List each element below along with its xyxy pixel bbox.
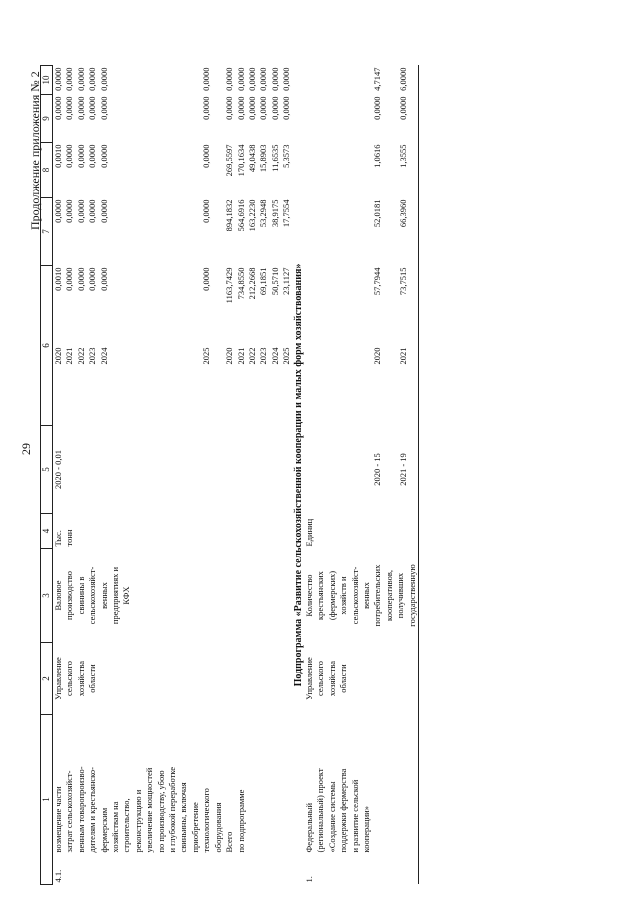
year: 2022 — [246, 347, 257, 365]
value: 38,9175 — [269, 199, 280, 228]
value: 0,0000 — [235, 96, 246, 120]
value: 73,7515 — [398, 267, 409, 296]
value: 0,0000 — [235, 67, 246, 91]
value: 0,0000 — [281, 67, 292, 91]
value: 0,0000 — [281, 96, 292, 120]
year: 2021 — [64, 347, 75, 365]
value: 1,0616 — [371, 144, 382, 168]
program-table — [40, 65, 419, 885]
year: 2020 — [224, 347, 235, 365]
year: 2024 — [269, 347, 280, 365]
executor: Управление сельского хозяйства области — [304, 643, 419, 715]
header-col-6: 6 — [41, 266, 53, 426]
value: 17,7554 — [281, 199, 292, 228]
total-label: Всего по подпрограмме — [224, 789, 246, 853]
value: 212,2668 — [246, 267, 257, 300]
col8-values — [53, 143, 225, 198]
years-list — [53, 346, 225, 426]
value: 0,0000 — [87, 96, 98, 120]
col6-values — [53, 266, 225, 346]
page-number: 29 — [19, 443, 33, 455]
value: 57,7944 — [371, 267, 382, 296]
value: 0,0000 — [246, 96, 257, 120]
value: 23,1127 — [281, 267, 292, 295]
value: 0,0000 — [64, 199, 75, 223]
col6-values — [304, 266, 419, 346]
value: 0,0000 — [64, 267, 75, 291]
year: 2021 — [235, 347, 246, 365]
total-col6 — [224, 266, 292, 346]
base-value: 2021 - 19 — [398, 453, 409, 486]
table-row — [53, 66, 225, 885]
header-col-3: 3 — [41, 549, 53, 643]
measure-name: возмещение части затрат сельскохозяйст- венным товаропроизво- дителям и крестьянско- фермерским хозяйствам на строительство, реконструкцию и увеличение мощностей по производству, убою и глубокой переработке свиньины, включая приобретение технологического оборудования — [53, 766, 223, 853]
value: 0,0000 — [269, 67, 280, 91]
year: 2025 — [201, 347, 212, 365]
value: 50,5710 — [269, 267, 280, 296]
year: 2020 — [53, 347, 63, 365]
total-col8 — [224, 143, 292, 198]
value: 0,0000 — [201, 67, 212, 91]
value: 1163,7429 — [224, 267, 235, 304]
base-value: 2020 - 0,01 — [53, 450, 63, 489]
header-col-1: 1 — [41, 715, 53, 885]
base-value: 2020 - 15 — [371, 453, 382, 486]
value: 0,0000 — [98, 267, 109, 291]
row-number: 4.1. — [53, 869, 63, 883]
value: 0,0000 — [75, 267, 86, 291]
unit: Единиц — [304, 514, 419, 549]
table-row — [304, 66, 419, 885]
year: 2024 — [98, 347, 109, 365]
value: 0,0000 — [75, 199, 86, 223]
total-row — [224, 66, 292, 885]
value: 49,0438 — [246, 144, 257, 173]
col8-values — [304, 143, 419, 198]
value: 0,0000 — [246, 67, 257, 91]
header-col-5: 5 — [41, 426, 53, 514]
value: 0,0000 — [201, 144, 212, 168]
value: 734,8550 — [235, 267, 246, 300]
value: 0,0000 — [98, 67, 109, 91]
subprogram-row — [293, 66, 304, 885]
rotated-landscape-page — [19, 65, 600, 885]
header-col-4: 4 — [41, 514, 53, 549]
year: 2023 — [258, 347, 269, 365]
base-values — [304, 426, 419, 514]
header-col-9: 9 — [41, 95, 53, 143]
year: 2023 — [87, 347, 98, 365]
value: 52,0181 — [371, 199, 382, 228]
year: 2025 — [281, 347, 292, 365]
value: 0,0000 — [258, 67, 269, 91]
value: 0,0000 — [64, 67, 75, 91]
executor: Управление сельского хозяйства области — [53, 657, 98, 700]
value: 0,0000 — [398, 96, 409, 120]
total-col7 — [224, 198, 292, 266]
value: 269,5597 — [224, 144, 235, 177]
year: 2020 — [371, 347, 382, 365]
value: 15,8903 — [258, 144, 269, 173]
value: 0,0000 — [201, 96, 212, 120]
value: 0,0000 — [53, 199, 63, 223]
value: 0,0010 — [53, 144, 63, 168]
value: 0,0000 — [224, 96, 235, 120]
header-row — [41, 66, 53, 885]
col7-values — [53, 198, 225, 266]
continuation-title: Продолжение приложения № 2 — [28, 71, 42, 230]
value: 0,0000 — [87, 67, 98, 91]
value: 1,3555 — [398, 144, 409, 168]
value: 69,1851 — [258, 267, 269, 296]
value: 0,0000 — [258, 96, 269, 120]
col10-values — [53, 66, 225, 95]
row-number: 1. — [304, 855, 419, 885]
value: 0,0000 — [269, 96, 280, 120]
header-col-7: 7 — [41, 198, 53, 266]
total-col9 — [224, 95, 292, 143]
header-col-2: 2 — [41, 643, 53, 715]
years-list — [304, 346, 419, 426]
value: 0,0000 — [64, 144, 75, 168]
value: 11,6535 — [269, 144, 280, 172]
indicator-name: Валовое производство свинины в сельскохозяйст- венных предприятиях и КФХ — [53, 566, 132, 625]
value: 0,0010 — [53, 267, 63, 291]
total-col10 — [224, 66, 292, 95]
value: 894,1832 — [224, 199, 235, 232]
total-years — [224, 346, 292, 426]
measure-name: Федеральный (региональный) проект «Создание системы поддержки фермерства и развитие сельской кооперации» — [304, 715, 419, 855]
value: 0,0000 — [201, 267, 212, 291]
value: 0,0000 — [75, 144, 86, 168]
value: 564,6916 — [235, 199, 246, 232]
col10-values — [304, 66, 419, 95]
value: 0,0000 — [53, 96, 63, 120]
value: 163,2230 — [246, 199, 257, 232]
header-col-10: 10 — [41, 66, 53, 95]
unit: Тыс. тонн — [53, 529, 75, 547]
year: 2022 — [75, 347, 86, 365]
value: 0,0000 — [371, 96, 382, 120]
value: 0,0000 — [53, 67, 63, 91]
col9-values — [53, 95, 225, 143]
value: 0,0000 — [64, 96, 75, 120]
value: 0,0000 — [98, 144, 109, 168]
value: 53,2948 — [258, 199, 269, 228]
value: 66,3960 — [398, 199, 409, 228]
value: 0,0000 — [224, 67, 235, 91]
value: 0,0000 — [87, 199, 98, 223]
value: 0,0000 — [98, 96, 109, 120]
indicator-name: Количество крестьянских (фермерских) хозяйств и сельскохозяйст- венных потребительских кооперативов, получивших государственную — [304, 549, 419, 643]
value: 0,0000 — [75, 96, 86, 120]
col9-values — [304, 95, 419, 143]
col7-values — [304, 198, 419, 266]
value: 5,3573 — [281, 144, 292, 168]
value: 0,0000 — [87, 144, 98, 168]
value: 0,0000 — [201, 199, 212, 223]
value: 0,0000 — [75, 67, 86, 91]
value: 0,0000 — [98, 199, 109, 223]
value: 170,1634 — [235, 144, 246, 177]
value: 6,0000 — [398, 67, 409, 91]
value: 4,7147 — [371, 67, 382, 91]
year: 2021 — [398, 347, 409, 365]
subprogram-title: Подпрограмма «Развитие сельскохозяйственной кооперации и малых форм хозяйствования» — [292, 263, 304, 687]
value: 0,0000 — [87, 267, 98, 291]
header-col-8: 8 — [41, 143, 53, 198]
